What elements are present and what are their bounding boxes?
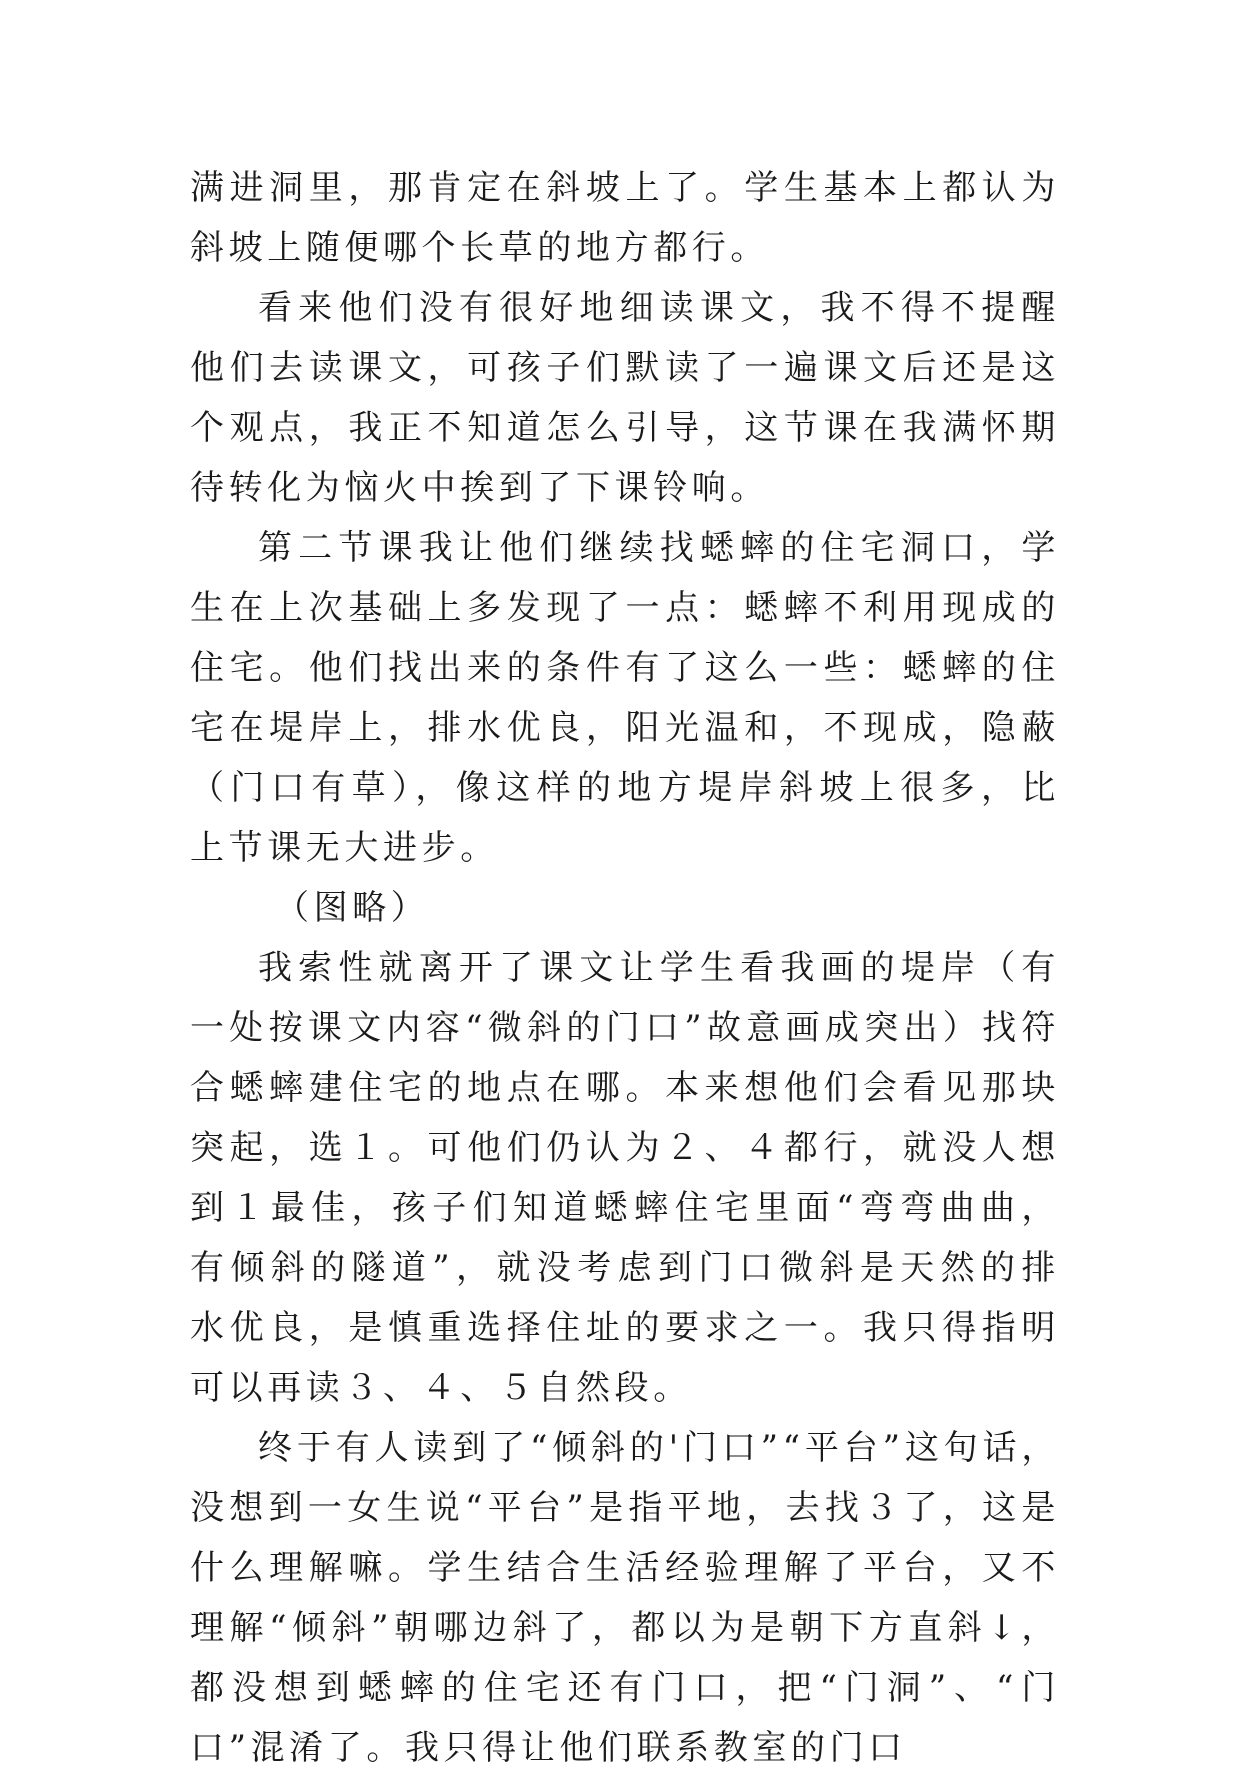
- paragraph-continuation: 满进洞里，那肯定在斜坡上了。学生基本上都认为斜坡上随便哪个长草的地方都行。: [190, 168, 1060, 268]
- body-text: [190, 158, 1060, 1778]
- paragraph: 第二节课我让他们继续找蟋蟀的住宅洞口，学生在上次基础上多发现了一点：蟋蟀不利用现成的住宅。他们找出来的条件有了这么一些：蟋蟀的住宅在堤岸上，排水优良，阳光温和，不现成，隐蔽（门口有草），像这样的地方堤岸斜坡上很多，比上节课无大进步。: [190, 528, 1060, 868]
- paragraph: 我索性就离开了课文让学生看我画的堤岸（有一处按课文内容“微斜的门口”故意画成突出）找符合蟋蟀建住宅的地点在哪。本来想他们会看见那块突起，选１。可他们仍认为２、４都行，就没人想到１最佳，孩子们知道蟋蟀住宅里面“弯弯曲曲，有倾斜的隧道”，就没考虑到门口微斜是天然的排水优良，是慎重选择住址的要求之一。我只得指明可以再读３、４、５自然段。: [190, 948, 1060, 1408]
- paragraph: 看来他们没有很好地细读课文，我不得不提醒他们去读课文，可孩子们默读了一遍课文后还是这个观点，我正不知道怎么引导，这节课在我满怀期待转化为恼火中挨到了下课铃响。: [190, 288, 1060, 508]
- paragraph: 终于有人读到了“倾斜的'门口”“平台”这句话，没想到一女生说“平台”是指平地，去找３了，这是什么理解嘛。学生结合生活经验理解了平台，又不理解“倾斜”朝哪边斜了，都以为是朝下方直斜↓，都没想到蟋蟀的住宅还有门口，把“门洞”、“门口”混淆了。我只得让他们联系教室的门口: [190, 1428, 1060, 1768]
- figure-omitted-note: （图略）: [275, 888, 430, 928]
